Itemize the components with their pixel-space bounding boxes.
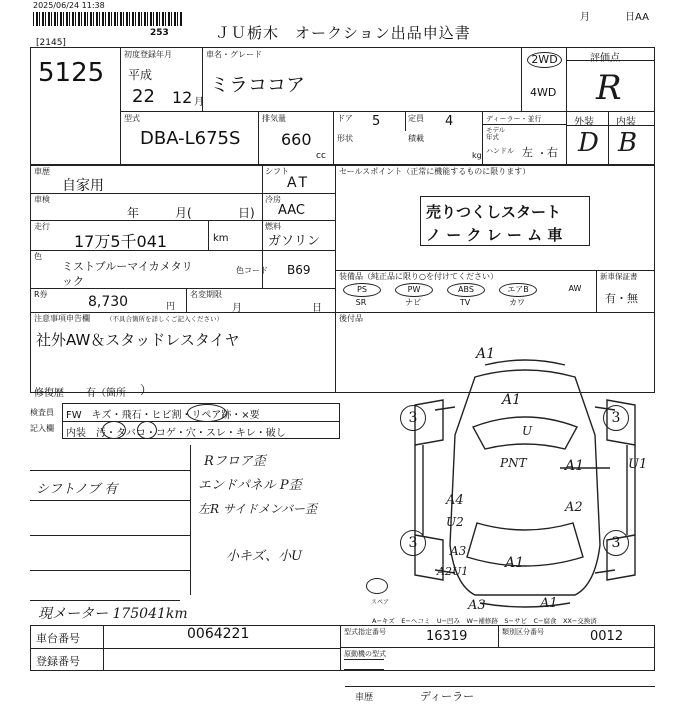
footer-value: ディーラー <box>420 690 475 703</box>
barcode <box>33 12 183 26</box>
inspection-label: 車検 <box>34 195 50 204</box>
after-fit-label: 後付品 <box>339 314 363 323</box>
sales-point-line1: 売りつくしスタート <box>426 203 562 221</box>
exterior-label: 外装 <box>574 117 594 128</box>
stamp-code: 253 <box>150 28 169 38</box>
color-code-value: B69 <box>287 263 311 277</box>
fuel-value: ガソリン <box>268 234 321 249</box>
mark-trunk: A1 <box>505 555 525 571</box>
inspector-row2: 内装 汚・タバコ・コゲ・穴・スレ・キレ・破し <box>66 428 286 439</box>
aircon-label: 冷房 <box>265 195 281 204</box>
inspection-day: 日) <box>238 206 255 220</box>
engine-label: 原動機の型式 <box>344 650 386 658</box>
mark-right-front: A1 <box>565 458 585 474</box>
era: 平成 <box>128 68 153 82</box>
r-price-value: 8,730 <box>88 294 129 310</box>
spare-tire-icon <box>366 578 388 594</box>
color-code-label: 色コード <box>236 266 268 275</box>
new-car-warranty-value: 有・無 <box>605 292 638 305</box>
r-price-unit: 円 <box>166 302 176 312</box>
exterior-grade: D <box>578 128 599 158</box>
equipment-item: SR <box>355 298 367 307</box>
repair-history-value: 有（箇所 <box>86 388 126 399</box>
model-code-label: 型式指定番号 <box>344 628 386 636</box>
handle-label: ハンドル <box>486 147 514 155</box>
mark-left-quarter: A3 <box>450 544 467 558</box>
evaluation-label: 評価点 <box>590 53 620 64</box>
note-end-panel: エンドパネル P歪 <box>198 478 302 493</box>
mark-rear-bumper-left: A3 <box>468 598 486 613</box>
notes-value: 社外AW＆スタッドレスタイヤ <box>36 331 240 349</box>
equipment-item: PW <box>395 283 433 297</box>
timestamp: 2025/06/24 11:38 <box>33 1 105 10</box>
equipment-item: TV <box>459 298 471 307</box>
handle-right: 右 <box>547 146 558 159</box>
displacement-value: 660 <box>281 130 312 149</box>
equipment-item: AW <box>568 284 582 293</box>
reg-number-label: 登録番号 <box>36 655 80 668</box>
mark-left-rear-corner: A2U1 <box>437 565 469 578</box>
inspector-label-bottom: 記入欄 <box>30 424 54 433</box>
mark-right-side: U1 <box>628 457 648 472</box>
lot-number: 5125 <box>38 58 105 88</box>
equipment-item: カワ <box>509 298 525 307</box>
equipment-item: ナビ <box>405 298 421 307</box>
inspection-year: 年 <box>127 206 140 220</box>
interior-label: 内装 <box>616 117 636 128</box>
equipment-item: エアB <box>499 283 537 297</box>
shift-label: シフト <box>265 167 289 176</box>
mark-rear-bumper-right: A1 <box>540 596 558 611</box>
circled-right-rear: 3 <box>603 530 629 556</box>
equipment-grid <box>335 283 596 312</box>
mileage-unit: km <box>213 233 229 244</box>
mark-hood: A1 <box>502 392 522 408</box>
color-line2: ック <box>62 275 84 288</box>
displacement-unit: cc <box>316 151 326 161</box>
r-price-label: R券 <box>34 290 48 299</box>
fuel-label: 燃料 <box>265 222 281 231</box>
note-small-scratch: 小キズ、小U <box>226 549 303 564</box>
circled-left-front: 3 <box>400 405 426 431</box>
model-label: 型式 <box>124 114 140 123</box>
new-car-warranty-label: 新車保証書 <box>600 272 638 281</box>
equipment-item: ABS <box>447 283 485 297</box>
dealer-parallel: ディーラー・並行 <box>486 115 542 123</box>
top-section <box>30 47 655 165</box>
sales-point-label: セールスポイント（正常に機能するものに限ります） <box>339 167 531 176</box>
model-year-label: モデル 年式 <box>486 126 506 141</box>
model-code-value: 16319 <box>426 629 468 644</box>
inspector-row1: FW キズ・飛石・ヒビ割・リペア跡・×要 <box>66 410 260 421</box>
handle-left: 左 <box>522 146 533 159</box>
drive-2wd: 2WD <box>527 52 562 68</box>
car-name: ミラココア <box>210 74 306 96</box>
class-code-value: 0012 <box>590 629 624 644</box>
first-registration-year: 22 <box>132 86 155 107</box>
mark-roof: PNT <box>500 456 527 470</box>
color-label: 色 <box>34 252 42 261</box>
footer-label: 車歴 <box>355 693 374 703</box>
header-day: 日AA <box>625 12 649 23</box>
aircon-value: AAC <box>278 203 305 218</box>
car-body-diagram <box>395 345 655 615</box>
evaluation-score: R <box>596 68 622 108</box>
note-shift-knob: シフトノブ 有 <box>36 482 118 497</box>
circled-left-rear: 3 <box>400 530 426 556</box>
mileage-label: 走行 <box>34 222 50 231</box>
displacement-label: 排気量 <box>262 114 286 123</box>
notes-sub-label: （不具合箇所を詳しくご記入ください） <box>106 315 223 323</box>
weight-label: 積載 <box>408 134 424 143</box>
note-odometer: 現メーター 175041km <box>38 606 188 622</box>
class-code-label: 類別区分番号 <box>502 628 544 636</box>
first-registration-label: 初度登録年月 <box>124 50 172 59</box>
form-id: [2145] <box>36 38 66 48</box>
name-change-label: 名変期限 <box>190 290 222 299</box>
form-title: ＪＵ栃木 オークション出品申込書 <box>215 24 471 42</box>
equipment-item: PS <box>343 283 381 297</box>
equipment-label: 装備品（純正品に限り○を付けてください） <box>339 272 498 281</box>
color-line1: ミストブルーマイカメタリ <box>62 260 193 273</box>
shape-label: 形状 <box>337 134 353 143</box>
inspection-month: 月( <box>175 206 192 220</box>
damage-legend: A−キズ E−ヘコミ U−凹み W−補修跡 S−サビ C−腐食 XX−交換済 <box>372 617 597 625</box>
inspector-label-top: 検査員 <box>30 408 54 417</box>
history-value: 自家用 <box>62 178 104 194</box>
drive-4wd: 4WD <box>530 86 557 99</box>
mark-front-bumper: A1 <box>476 346 496 362</box>
model-code: DBA-L675S <box>140 128 241 149</box>
car-name-label: 車名・グレード <box>206 50 262 59</box>
doors-label: ドア <box>337 114 353 123</box>
spare-label: スペア <box>371 599 390 606</box>
mark-left-rear: A4 <box>446 493 464 508</box>
name-change-day: 日 <box>312 303 322 314</box>
capacity-value: 4 <box>445 114 454 129</box>
capacity-label: 定員 <box>408 114 424 123</box>
shift-value: AT <box>287 175 311 191</box>
history-label: 車歴 <box>34 167 50 176</box>
note-side-member: 左R サイドメンバー歪 <box>198 502 318 516</box>
doors-value: 5 <box>372 114 381 129</box>
first-registration-month: 12 <box>172 88 193 107</box>
circled-right-front: 3 <box>603 405 629 431</box>
interior-grade: B <box>618 128 638 158</box>
month-suffix: 月 <box>194 97 204 108</box>
mark-left-rear-dent: U2 <box>446 515 464 529</box>
chassis-value: 0064221 <box>187 626 250 642</box>
header-month: 月 <box>580 12 590 23</box>
mark-right-rear: A2 <box>565 500 583 515</box>
chassis-label: 車台番号 <box>36 632 80 645</box>
weight-unit: kg <box>472 151 482 160</box>
mark-windshield: U <box>522 424 533 438</box>
mileage-value: 17万5千041 <box>74 232 168 251</box>
notes-label: 注意事項申告欄 <box>34 314 90 323</box>
repair-history-label: 修復歴 <box>34 388 64 399</box>
name-change-month: 月 <box>232 303 242 314</box>
sales-point-line2: ノ ー ク レ ー ム 車 <box>426 226 563 244</box>
note-r-floor: Rフロア歪 <box>204 454 266 469</box>
